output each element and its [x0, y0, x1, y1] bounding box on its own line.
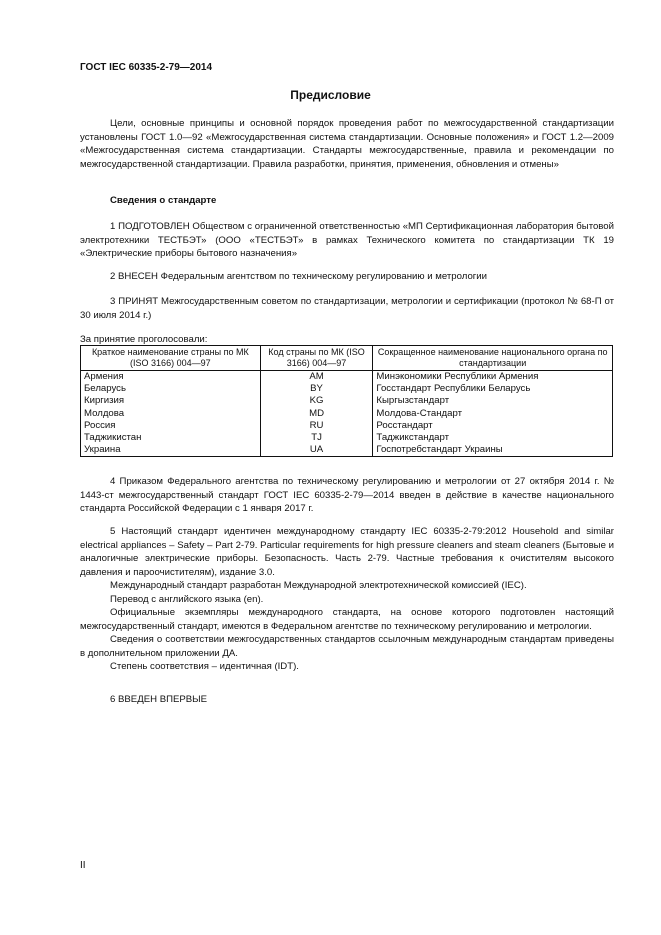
- country-cell: Россия: [81, 420, 261, 432]
- body-cell: Росстандарт: [373, 420, 613, 432]
- table-row: [81, 383, 613, 395]
- intro-paragraph: Цели, основные принципы и основной порядок проведения работ по межгосударственной стандартизации установлены ГОСТ 1.0—92 «Межгосударственная система стандартизации. Основные положения» и ГОСТ 1.2—2009 «Межгосударственная система стандартизации. Стандарты межгосударственные, правила и рекомендации по межгосударственной стандартизации. Правила разработки, принятия, применения, обновления и отмены»: [80, 118, 614, 170]
- table-row: [81, 432, 613, 444]
- country-cell: Беларусь: [81, 383, 261, 395]
- body-cell: Минэкономики Республики Армения: [373, 371, 613, 384]
- body-cell: Таджикстандарт: [373, 432, 613, 444]
- item1-block: [80, 220, 614, 261]
- item5-paragraph: Международный стандарт разработан Международной электротехнической комиссией (IEC).: [110, 580, 527, 591]
- table-label: За принятие проголосовали:: [80, 334, 208, 345]
- body-cell: Молдова-Стандарт: [373, 408, 613, 420]
- page-number: II: [80, 860, 86, 871]
- column-header-code: Код страны по МК (ISO 3166) 004—97: [260, 346, 373, 371]
- item6-block: [80, 693, 614, 707]
- code-cell: KG: [260, 395, 373, 407]
- page-title: Предисловие: [290, 88, 371, 102]
- item5-block: [80, 525, 614, 674]
- item6-paragraph: 6 ВВЕДЕН ВПЕРВЫЕ: [110, 694, 208, 705]
- body-cell: Госпотребстандарт Украины: [373, 444, 613, 457]
- item3-paragraph: 3 ПРИНЯТ Межгосударственным советом по стандартизации, метрологии и сертификации (протокол № 68-П от 30 июля 2014 г.): [80, 296, 614, 321]
- table-row: [81, 395, 613, 407]
- code-cell: AM: [260, 371, 373, 384]
- code-cell: RU: [260, 420, 373, 432]
- country-cell: Армения: [81, 371, 261, 384]
- item4-block: [80, 475, 614, 516]
- table-header-row: [81, 346, 613, 371]
- intro-paragraph-block: [80, 117, 614, 171]
- code-cell: TJ: [260, 432, 373, 444]
- country-cell: Украина: [81, 444, 261, 457]
- item5-paragraph: Перевод с английского языка (en).: [110, 593, 264, 605]
- table-row: [81, 444, 613, 457]
- item5-paragraph: Степень соответствия – идентичная (IDT).: [110, 661, 299, 672]
- column-header-body: Сокращенное наименование национального органа по стандартизации: [373, 346, 613, 371]
- item2-block: [80, 270, 614, 284]
- body-cell: Госстандарт Республики Беларусь: [373, 383, 613, 395]
- item3-block: [80, 295, 614, 322]
- code-cell: UA: [260, 444, 373, 457]
- code-cell: MD: [260, 408, 373, 420]
- table-row: [81, 420, 613, 432]
- item1-paragraph: 1 ПОДГОТОВЛЕН Обществом с ограниченной ответственностью «МП Сертификационная лаборатория бытовой электротехники ТЕСТБЭТ» (ООО «ТЕСТБЭТ» в рамках Технического комитета по стандартизации ТК 19 «Электрические приборы бытового назначения»: [80, 221, 614, 259]
- item2-paragraph: 2 ВНЕСЕН Федеральным агентством по техническому регулированию и метрологии: [110, 271, 488, 282]
- section-title: Сведения о стандарте: [110, 195, 217, 206]
- body-cell: Кыргызстандарт: [373, 395, 613, 407]
- item5-paragraph: Сведения о соответствии межгосударственных стандартов ссылочным международным стандартам приведены в дополнительном приложении ДА.: [80, 634, 614, 659]
- country-cell: Молдова: [81, 408, 261, 420]
- code-cell: BY: [260, 383, 373, 395]
- table-row: [81, 371, 613, 384]
- country-cell: Киргизия: [81, 395, 261, 407]
- table-row: [81, 408, 613, 420]
- document-header: ГОСТ IEC 60335-2-79—2014: [80, 62, 213, 73]
- country-cell: Таджикистан: [81, 432, 261, 444]
- item4-paragraph: 4 Приказом Федерального агентства по техническому регулированию и метрологии от 27 октября 2014 г. № 1443-ст межгосударственный стандарт ГОСТ IEC 60335-2-79—2014 введен в действие в качестве национального стандарта Российской Федерации с 1 января 2017 г.: [80, 476, 614, 514]
- countries-table: [80, 345, 613, 457]
- item5-paragraph: Официальные экземпляры международного стандарта, на основе которого подготовлен настоящий межгосударственный стандарт, имеются в Федеральном агентстве по техническому регулированию и метрологии.: [80, 607, 614, 632]
- item5-paragraph: 5 Настоящий стандарт идентичен международному стандарту IEC 60335-2-79:2012 Household and similar electrical appliances – Safety – Part 2-79. Particular requirements for high pressure cleaners and steam cleaners (Бытовые и аналогичные электрические приборы. Безопасность. Часть 2-79. Частные требования к очистителям высокого давления и пароочистителям), издание 3.0.: [80, 526, 614, 578]
- column-header-country: Краткое наименование страны по МК (ISO 3166) 004—97: [81, 346, 261, 371]
